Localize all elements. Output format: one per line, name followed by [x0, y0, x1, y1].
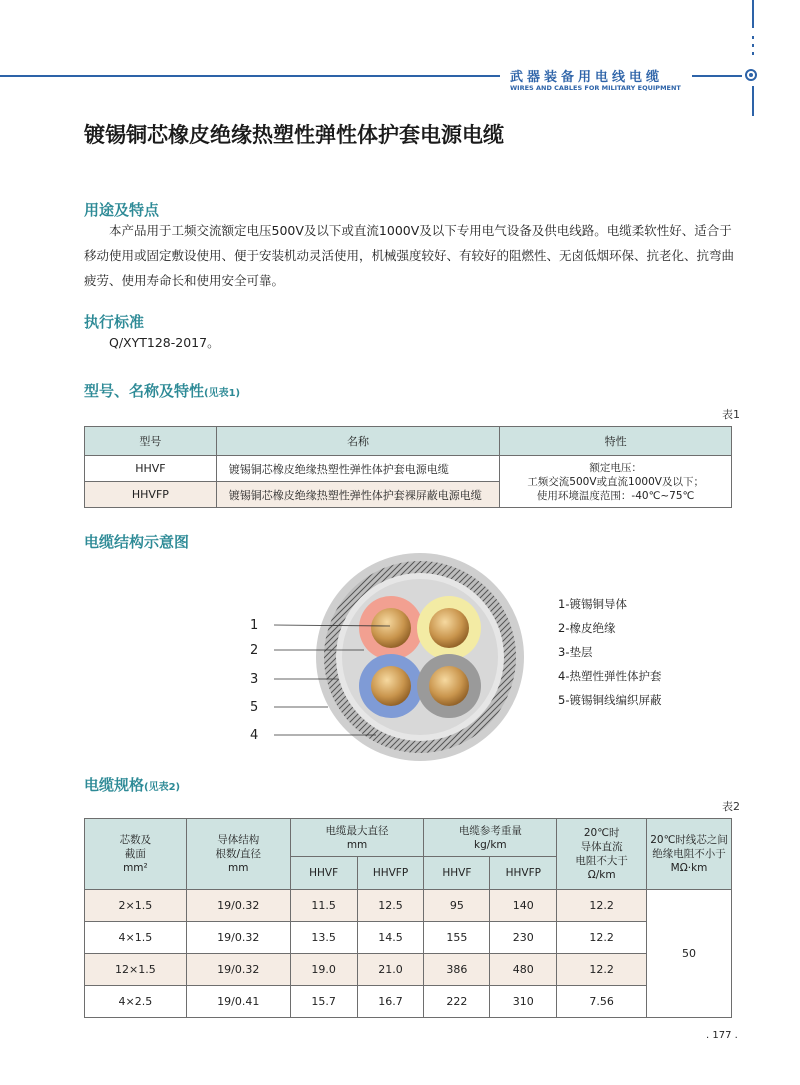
- diameter-hhvf-cell: 15.7: [290, 986, 357, 1018]
- table-row: [85, 890, 732, 922]
- page-number: . 177 .: [706, 1030, 738, 1041]
- table-row: [85, 986, 732, 1018]
- usage-heading: 用途及特点: [84, 201, 160, 219]
- col-header-name: 名称: [216, 427, 499, 456]
- models-table: [84, 426, 732, 508]
- diagram-label: 3: [250, 672, 259, 687]
- header-line: MΩ·km: [670, 862, 708, 874]
- model-cell: HHVF: [85, 456, 217, 482]
- diagram-label: 4: [250, 728, 259, 743]
- subheader-hhvf: HHVF: [424, 857, 490, 890]
- diagram-label: 1: [250, 618, 259, 633]
- header-rule-left: [0, 75, 500, 77]
- diameter-hhvfp-cell: 21.0: [357, 954, 424, 986]
- legend-item: 4-热塑性弹性体护套: [558, 669, 662, 683]
- conductor-cell: 19/0.41: [186, 986, 290, 1018]
- header-line: 导体结构: [217, 834, 260, 846]
- subheader-hhvf: HHVF: [290, 857, 357, 890]
- standard-heading: 执行标准: [84, 313, 145, 331]
- conductor: [371, 608, 411, 648]
- feature-line: 额定电压：: [589, 461, 642, 474]
- legend-item: 3-垫层: [558, 645, 593, 659]
- header-line: 电阻不大于: [575, 855, 628, 867]
- col-header-conductor: [186, 819, 290, 890]
- conductor-cell: 19/0.32: [186, 890, 290, 922]
- name-cell: 镀锡铜芯橡皮绝缘热塑性弹性体护套电源电缆: [216, 456, 499, 482]
- section-cell: 2×1.5: [85, 890, 187, 922]
- header-line: 绝缘电阻不小于: [652, 848, 726, 860]
- header-line: 导体直流: [580, 841, 623, 853]
- conductor: [429, 666, 469, 706]
- section-cell: 4×1.5: [85, 922, 187, 954]
- weight-hhvfp-cell: 140: [490, 890, 557, 922]
- conductor-cell: 19/0.32: [186, 954, 290, 986]
- weight-hhvfp-cell: 230: [490, 922, 557, 954]
- header-line: 截面: [124, 848, 146, 860]
- header-line: 20℃时线芯之间: [650, 834, 728, 846]
- subheader-hhvfp: HHVFP: [490, 857, 557, 890]
- models-heading: [84, 380, 240, 401]
- weight-hhvf-cell: 95: [424, 890, 490, 922]
- specs-heading-note: (见表2): [144, 782, 181, 793]
- diameter-hhvf-cell: 11.5: [290, 890, 357, 922]
- header-title: 武器装备用电线电缆: [510, 70, 664, 85]
- legend-item: 1-镀锡铜导体: [558, 597, 627, 611]
- weight-hhvf-cell: 155: [424, 922, 490, 954]
- table1-number: 表1: [722, 408, 740, 421]
- weight-hhvfp-cell: 480: [490, 954, 557, 986]
- section-cell: 4×2.5: [85, 986, 187, 1018]
- model-cell: HHVFP: [85, 482, 217, 508]
- col-header-weight: [424, 819, 557, 857]
- diameter-hhvfp-cell: 12.5: [357, 890, 424, 922]
- models-heading-note: (见表1): [204, 388, 241, 399]
- resistance-cell: 12.2: [557, 954, 647, 986]
- specs-heading: [84, 774, 180, 795]
- structure-heading: 电缆结构示意图: [84, 533, 190, 551]
- weight-hhvf-cell: 386: [424, 954, 490, 986]
- weight-hhvf-cell: 222: [424, 986, 490, 1018]
- table-row: [85, 922, 732, 954]
- header-vertical-dash: [752, 44, 754, 47]
- cable-cross-section: [240, 550, 540, 770]
- table-header-row: [85, 819, 732, 857]
- col-header-section: [85, 819, 187, 890]
- header-target-dot: [749, 73, 753, 77]
- subheader-hhvfp: HHVFP: [357, 857, 424, 890]
- header-line: 根数/直径: [215, 848, 262, 860]
- feature-line: 工频交流500V或直流1000V及以下；: [527, 475, 704, 488]
- col-header-diameter: [290, 819, 424, 857]
- col-header-resistance: [557, 819, 647, 890]
- conductor: [429, 608, 469, 648]
- diameter-hhvfp-cell: 16.7: [357, 986, 424, 1018]
- header-line: 电缆最大直径: [325, 824, 389, 837]
- filler: [342, 579, 498, 735]
- table-row: [85, 954, 732, 986]
- page-title: 镀锡铜芯橡皮绝缘热塑性弹性体护套电源电缆: [84, 123, 504, 147]
- header-vertical-line: [752, 86, 754, 116]
- header-vertical-dash: [752, 36, 754, 39]
- resistance-cell: 12.2: [557, 922, 647, 954]
- header-line: Ω/km: [587, 869, 616, 881]
- resistance-cell: 7.56: [557, 986, 647, 1018]
- col-header-feature: 特性: [500, 427, 732, 456]
- models-heading-text: 型号、名称及特性: [84, 382, 205, 400]
- header-vertical-line: [752, 0, 754, 28]
- diameter-hhvfp-cell: 14.5: [357, 922, 424, 954]
- legend-item: 2-橡皮绝缘: [558, 621, 616, 635]
- header-line: mm²: [123, 862, 148, 874]
- header-vertical-dash: [752, 52, 754, 55]
- header-subtitle: WIRES AND CABLES FOR MILITARY EQUIPMENT: [510, 84, 681, 92]
- section-cell: 12×1.5: [85, 954, 187, 986]
- col-header-insulation: [647, 819, 732, 890]
- header-line: mm: [228, 862, 249, 874]
- diagram-label: 5: [250, 700, 259, 715]
- col-header-model: 型号: [85, 427, 217, 456]
- weight-hhvfp-cell: 310: [490, 986, 557, 1018]
- legend-item: 5-镀锡铜线编织屏蔽: [558, 693, 662, 707]
- resistance-cell: 12.2: [557, 890, 647, 922]
- table-row: [85, 456, 732, 482]
- header-line: 芯数及: [119, 834, 152, 846]
- table2-number: 表2: [722, 800, 740, 813]
- insulation-cell: 50: [647, 890, 732, 1018]
- diagram-label: 2: [250, 643, 259, 658]
- header-rule-right: [692, 75, 742, 77]
- table-header-row: [85, 427, 732, 456]
- standard-text: Q/XYT128-2017。: [109, 335, 220, 350]
- header-line: 电缆参考重量: [458, 824, 522, 837]
- diameter-hhvf-cell: 13.5: [290, 922, 357, 954]
- conductor-cell: 19/0.32: [186, 922, 290, 954]
- header-line: 20℃时: [583, 827, 620, 839]
- conductor: [371, 666, 411, 706]
- header-line: mm: [346, 838, 368, 851]
- diameter-hhvf-cell: 19.0: [290, 954, 357, 986]
- feature-line: 使用环境温度范围：-40℃~75℃: [536, 489, 695, 502]
- header-line: kg/km: [474, 838, 507, 851]
- usage-text: 本产品用于工频交流额定电压500V及以下或直流1000V及以下专用电气设备及供电线路。电缆柔软性好、适合于移动使用或固定敷设使用、便于安装机动灵活使用，机械强度较好、有较好的阻燃性、无卤低烟环保、抗老化、抗弯曲疲劳、使用寿命长和使用安全可靠。: [84, 223, 735, 288]
- specs-table: [84, 818, 732, 1018]
- name-cell: 镀锡铜芯橡皮绝缘热塑性弹性体护套裸屏蔽电源电缆: [216, 482, 499, 508]
- specs-heading-text: 电缆规格: [84, 776, 145, 794]
- feature-cell: [500, 456, 732, 508]
